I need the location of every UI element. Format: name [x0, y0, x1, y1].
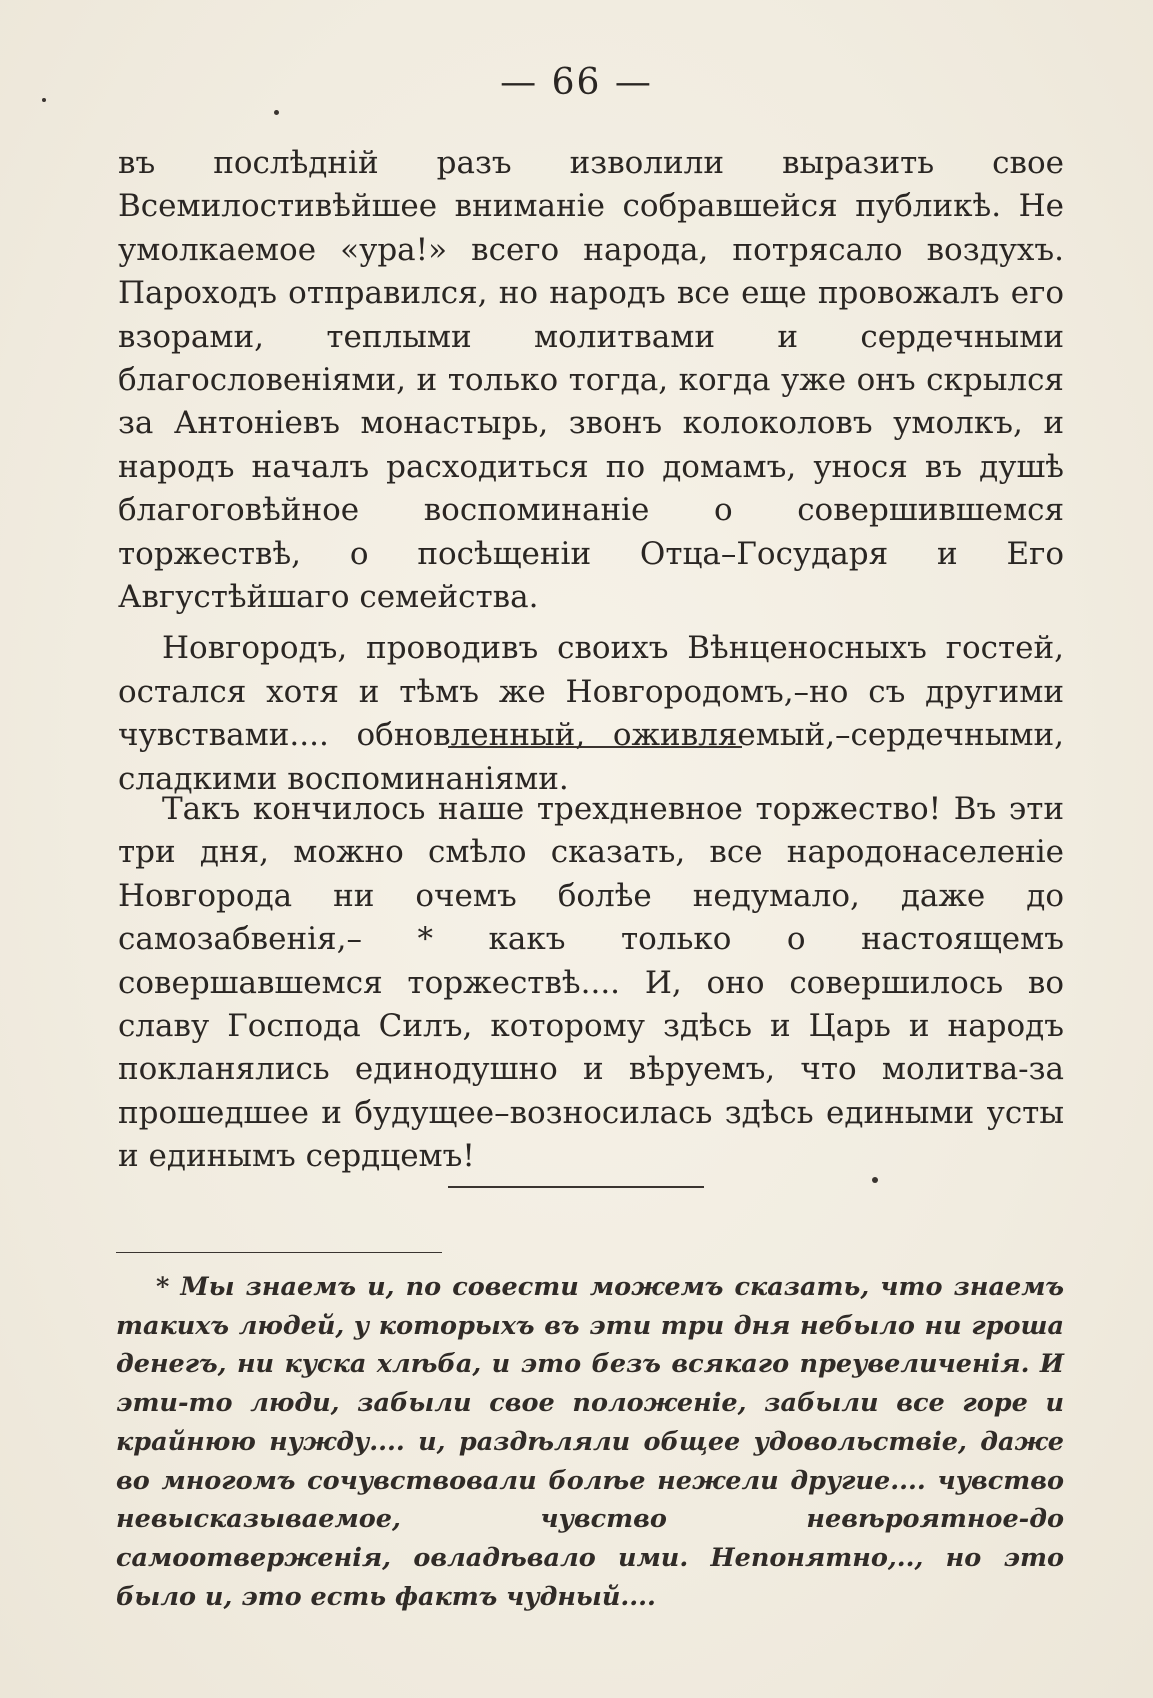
- paragraph-continued: въ послѣдній разъ изволили выразить свое Всемилостивѣйшее вниманіе собравшейся публикѣ. Не умолкаемое «ура!» всего народа, потрясало воздухъ. Пароходъ отправился, но народъ все еще провожалъ его взорами, теплыми молитвами и сердечными благословеніями, и только тогда, когда уже онъ скрылся за Антоніевъ монастырь, звонъ колоколовъ умолкъ, и народъ началъ расходиться по домамъ, унося въ душѣ благоговѣйное воспоминаніе о совершившемся торжествѣ, о посѣщеніи Отца–Государя и Его Августѣйшаго семейства.: [118, 145, 1064, 616]
- footnote-paragraph: * Мы знаемъ и, по совести можемъ сказать, что знаемъ такихъ людей, у которыхъ въ эти три дня небыло ни гроша денегъ, ни куска хлѣба, и это безъ всякаго преувеличенія. И эти-то люди, забыли свое положеніе, забыли все горе и крайнюю нужду.... и, раздѣляли общее удовольствіе, даже во многомъ сочувствовали болѣе нежели другие.... чувство невысказываемое, чувство невѣроятное-до самоотверженія, овладѣвало ими. Непонятно,.., но это было и, это есть фактъ чудный....: [116, 1272, 1064, 1612]
- section-divider: [448, 746, 742, 748]
- paragraph-celebration-end: Такъ кончилось наше трехдневное торжество! Въ эти три дня, можно смѣло сказать, все народонаселеніе Новгорода ни очемъ болѣе недумало, даже до самозабвенія,– * какъ только о настоящемъ совершавшемся торжествѣ.... И, оно совершилось во славу Господа Силъ, которому здѣсь и Царь и народъ покланялись единодушно и вѣруемъ, что молитва-за прошедшее и будущее–возносилась здѣсь едиными усты и единымъ сердцемъ!: [118, 791, 1064, 1175]
- footnote-divider: [116, 1252, 442, 1253]
- ink-speck: [42, 98, 46, 102]
- paragraph-novgorod: Новгородъ, проводивъ своихъ Вѣнценосныхъ гостей, остался хотя и тѣмъ же Новгородомъ,–но съ другими чувствами.... обновленный, оживляемый,–сердечными, сладкими воспоминаніями.: [118, 630, 1064, 797]
- end-divider: [448, 1186, 704, 1188]
- ink-speck: [274, 110, 279, 115]
- page-number: — 66 —: [500, 62, 653, 103]
- text-block-top: [118, 142, 1064, 801]
- text-block-bottom: [118, 788, 1064, 1179]
- footnote: [116, 1268, 1064, 1616]
